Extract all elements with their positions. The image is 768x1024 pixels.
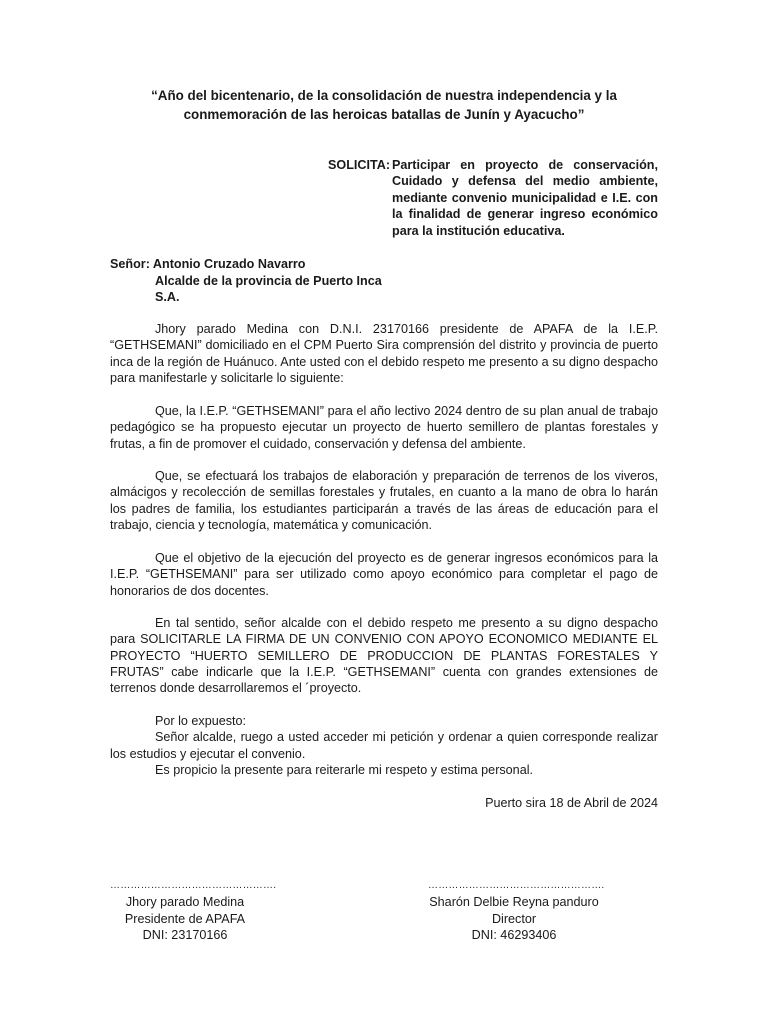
signer-name: Sharón Delbie Reyna panduro — [429, 895, 599, 909]
body-paragraph-objective: Que el objetivo de la ejecución del proyecto es de generar ingresos económicos para la I.E.P. “GETHSEMANI” para ser utilizado como apoyo económico para completar el pago de honorarios de dos docentes. — [110, 551, 658, 598]
solicita-label: SOLICITA: — [328, 158, 391, 172]
body-paragraph-request: En tal sentido, señor alcalde con el debido respeto me presento a su digno despacho para SOLICITARLE LA FIRMA DE UN CONVENIO CON APOYO ECONOMICO MEDIANTE EL PROYECTO “HUERTO SEMILLERO DE PRODUCCION DE PLANTAS FORESTALES Y FRUTAS” cabe indicarle que la I.E.P. “GETHSEMANI” cuenta con grandes extensiones de terrenos donde desarrollaremos el ´proyecto. — [110, 616, 658, 696]
signature-line: …………………………………………. — [110, 880, 277, 891]
solicita-text: Participar en proyecto de conservación, Cuidado y defensa del medio ambiente, mediante convenio municipalidad e I.E. con la finalidad de generar ingreso económico para la institución educativa. — [392, 158, 658, 238]
addressee-block — [110, 256, 658, 306]
body-paragraph-works: Que, se efectuará los trabajos de elaboración y preparación de terrenos de los viveros, almácigos y recolección de semillas forestales y frutales, en cuanto a la mano de obra lo harán los padres de familia, los estudiantes participarán a través de las áreas de educación para el trabajo, ciencia y tecnología, matemática y comunicación. — [110, 469, 658, 532]
addressee-honorific: S.A. — [155, 290, 180, 304]
closing-intro: Por lo expuesto: — [155, 714, 247, 728]
letter-motto: “Año del bicentenario, de la consolidación de nuestra independencia y la conmemoración de las heroicas batallas de Junín y Ayacucho” — [151, 88, 617, 122]
addressee-title: Alcalde de la provincia de Puerto Inca — [155, 273, 382, 288]
body-paragraph-project: Que, la I.E.P. “GETHSEMANI” para el año lectivo 2024 dentro de su plan anual de trabajo pedagógico se ha propuesto ejecutar un proyecto de huerto semillero de plantas forestales y frutas, a fin de promover el cuidado, conservación y defensa del ambiente. — [110, 404, 658, 451]
signer-dni: DNI: 23170166 — [142, 928, 228, 943]
body-paragraph-intro: Jhory parado Medina con D.N.I. 23170166 presidente de APAFA de la I.E.P. “GETHSEMANI” domiciliado en el CPM Puerto Sira comprensión del distrito y provincia de puerto inca de la región de Huánuco. Ante usted con el debido respeto me presento a su digno despacho para manifestarle y solicitarle lo siguiente: — [110, 322, 658, 385]
signer-dni: DNI: 46293406 — [471, 928, 557, 943]
closing-petition: Señor alcalde, ruego a usted acceder mi petición y ordenar a quien corresponde realizar los estudios y ejecutar el convenio. — [110, 730, 658, 761]
closing-block — [110, 713, 658, 779]
signer-role: Director — [491, 911, 537, 926]
signature-president — [110, 878, 277, 944]
addressee-name: Señor: Antonio Cruzado Navarro — [110, 257, 306, 271]
signer-role: Presidente de APAFA — [124, 911, 246, 926]
letter-date: Puerto sira 18 de Abril de 2024 — [485, 796, 658, 810]
closing-farewell: Es propicio la presente para reiterarle mi respeto y estima personal. — [155, 763, 533, 778]
signer-name: Jhory parado Medina — [125, 895, 245, 909]
signature-director — [428, 878, 605, 944]
signature-line: ……………………………………………. — [428, 880, 605, 891]
solicita-block — [328, 157, 658, 239]
